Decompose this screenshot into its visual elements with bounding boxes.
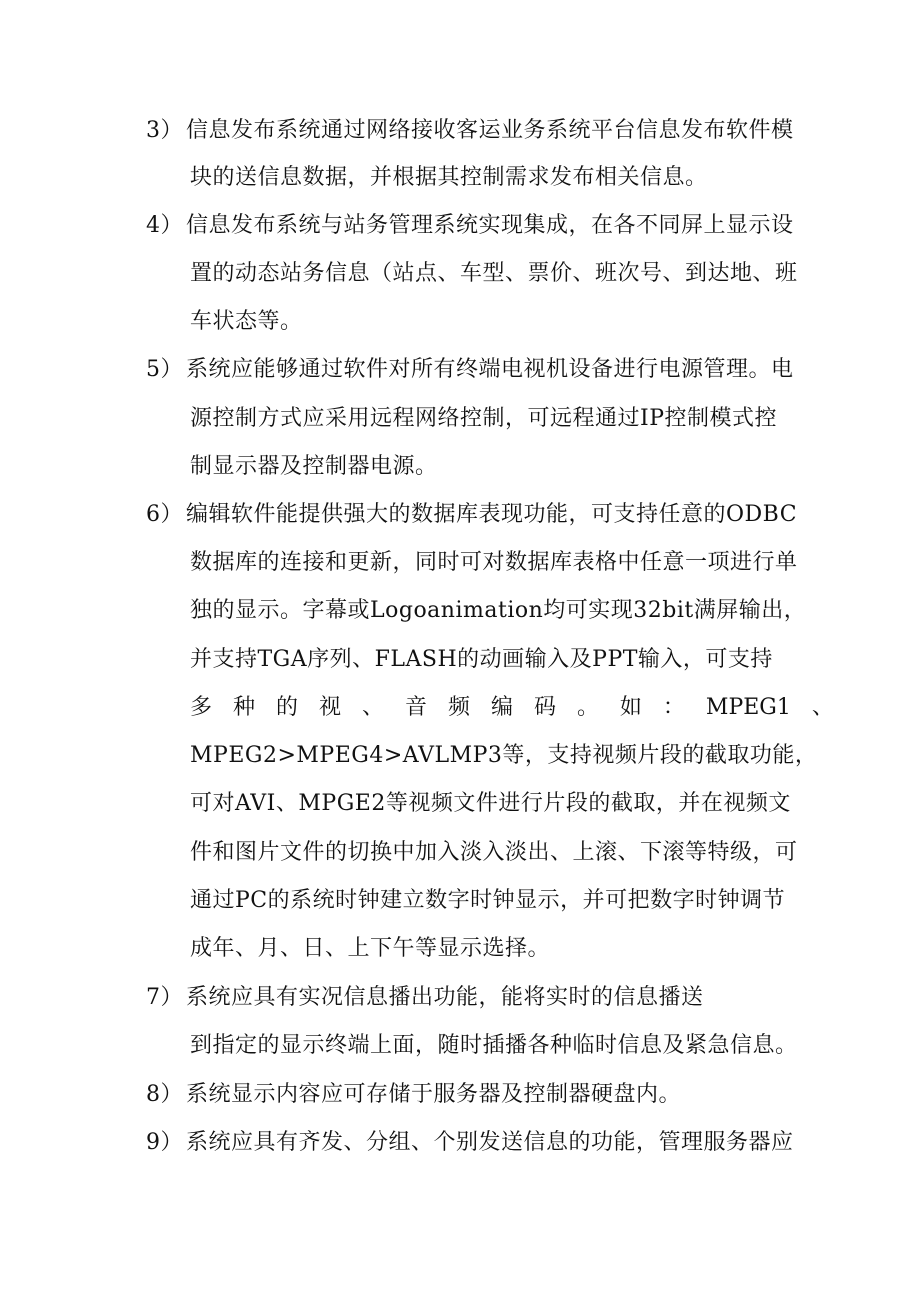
item-5-line-1: 系统应能够通过软件对所有终端电视机设备进行电源管理。电 bbox=[186, 357, 794, 382]
item-6-line-5: 多 种 的 视 、 音 频 编 码 。 如 ： MPEG1 、 bbox=[190, 695, 834, 720]
item-6-line-10: 成年、月、日、上下午等显示选择。 bbox=[190, 936, 551, 961]
item-6-line-8: 件和图片文件的切换中加入淡入淡出、上滚、下滚等特级，可 bbox=[190, 840, 798, 865]
item-8-line-1: 系统显示内容应可存储于服务器及控制器硬盘内。 bbox=[186, 1082, 682, 1107]
item-5-line-2: 源控制方式应采用远程网络控制，可远程通过IP控制模式控 bbox=[190, 406, 777, 431]
item-6-number: 6） bbox=[146, 502, 183, 527]
item-5-line-3: 制显示器及控制器电源。 bbox=[190, 454, 438, 479]
item-6-line-2: 数据库的连接和更新，同时可对数据库表格中任意一项进行单 bbox=[190, 550, 798, 575]
item-4-number: 4） bbox=[146, 213, 183, 238]
item-7-number: 7） bbox=[146, 985, 183, 1010]
item-6-line-9: 通过PC的系统时钟建立数字时钟显示，并可把数字时钟调节 bbox=[190, 888, 786, 913]
item-6-line-1: 编辑软件能提供强大的数据库表现功能，可支持任意的ODBC bbox=[186, 502, 798, 527]
item-6-line-6: MPEG2>MPEG4>AVLMP3等，支持视频片段的截取功能， bbox=[190, 743, 818, 768]
item-3-line-1: 信息发布系统通过网络接收客运业务系统平台信息发布软件模 bbox=[186, 118, 794, 143]
item-3-number: 3） bbox=[146, 118, 183, 143]
item-4-line-3: 车状态等。 bbox=[190, 309, 303, 334]
item-9-number: 9） bbox=[146, 1130, 183, 1155]
item-4-line-2: 置的动态站务信息（站点、车型、票价、班次号、到达地、班 bbox=[190, 261, 798, 286]
item-6-line-7: 可对AVI、MPGE2等视频文件进行片段的截取，并在视频文 bbox=[190, 791, 791, 816]
item-7-line-1: 系统应具有实况信息播出功能，能将实时的信息播送 bbox=[186, 985, 704, 1010]
item-3-line-2: 块的送信息数据，并根据其控制需求发布相关信息。 bbox=[190, 165, 708, 190]
item-8-number: 8） bbox=[146, 1082, 183, 1107]
item-6-line-4: 并支持TGA序列、FLASH的动画输入及PPT输入，可支持 bbox=[190, 647, 773, 672]
item-4-line-1: 信息发布系统与站务管理系统实现集成，在各不同屏上显示设 bbox=[186, 213, 794, 238]
item-6-line-3: 独的显示。字幕或Logoanimation均可实现32bit满屏输出， bbox=[190, 598, 807, 623]
item-5-number: 5） bbox=[146, 357, 183, 382]
item-7-line-2: 到指定的显示终端上面，随时插播各种临时信息及紧急信息。 bbox=[190, 1033, 798, 1058]
item-9-line-1: 系统应具有齐发、分组、个别发送信息的功能，管理服务器应 bbox=[186, 1130, 794, 1155]
